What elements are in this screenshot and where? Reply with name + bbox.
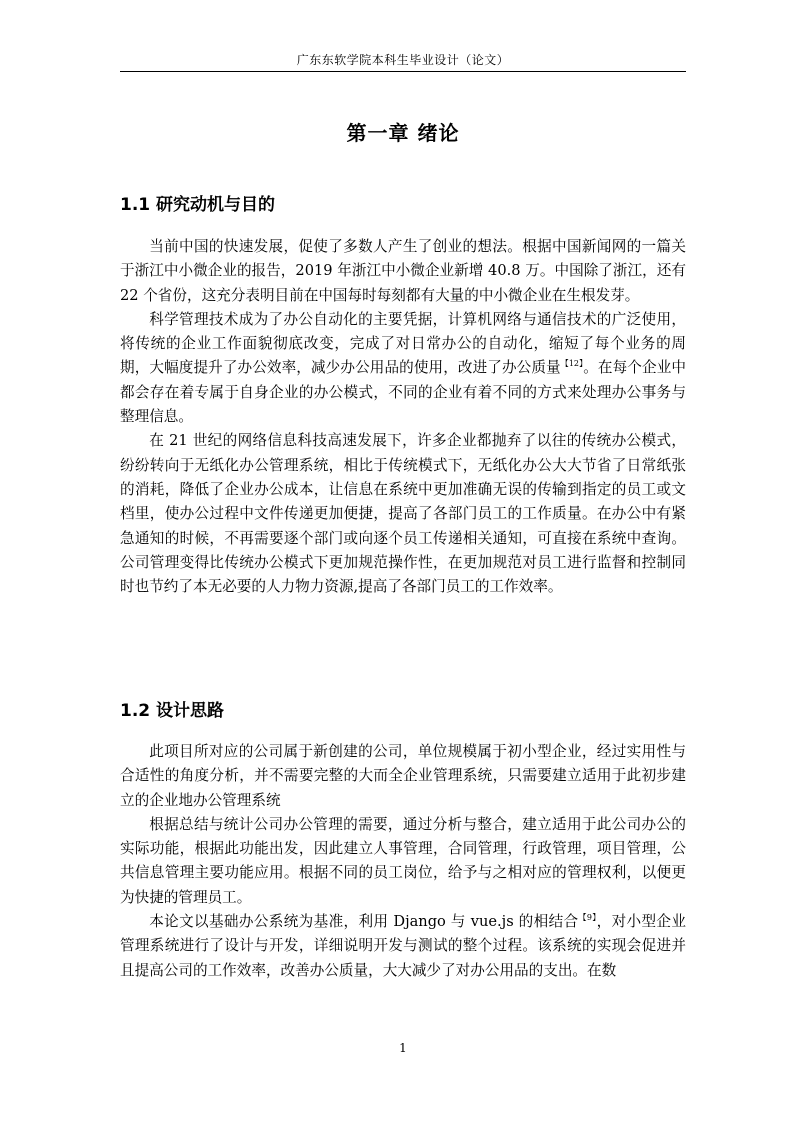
- citation-ref: 【12】: [560, 359, 584, 369]
- section-body-1-1: [120, 235, 686, 599]
- paragraph-text: 科学管理技术成为了办公自动化的主要凭据，计算机网络与通信技术的广泛使用，将传统的企业工作面貌彻底改变，完成了对日常办公的自动化，缩短了每个业务的周期，大幅度提升了办公效率，减少办公用品的使用，改进了办公质量: [120, 310, 686, 377]
- paragraph-text: 。在每个企业中都会存在着专属于自身企业的办公模式，不同的企业有着不同的方式来处理办公事务与整理信息。: [120, 359, 686, 426]
- paragraph-text: ，对小型企业管理系统进行了设计与开发，详细说明开发与测试的整个过程。该系统的实现会促进并且提高公司的工作效率，改善办公质量，大大减少了对办公用品的支出。在数: [120, 913, 686, 979]
- section-heading-1-2: 1.2 设计思路: [120, 701, 225, 721]
- citation-ref: 【9】: [578, 913, 597, 923]
- running-header: 广东东软学院本科生毕业设计（论文）: [296, 53, 510, 67]
- paragraph: [120, 308, 686, 429]
- paragraph: 当前中国的快速发展，促使了多数人产生了创业的想法。根据中国新闻网的一篇关于浙江中小微企业的报告，2019 年浙江中小微企业新增 40.8 万。中国除了浙江，还有 22 个省份，这充分表明目前在中国每时每刻都有大量的中小微企业在生根发芽。: [120, 238, 686, 304]
- paragraph: [120, 910, 686, 983]
- header-rule: [120, 71, 686, 72]
- chapter-title: 第一章 绪论: [346, 121, 460, 145]
- paragraph: 根据总结与统计公司办公管理的需要，通过分析与整合，建立适用于此公司办公的实际功能，根据此功能出发，因此建立人事管理，合同管理，行政管理，项目管理，公共信息管理主要功能应用。根据不同的员工岗位，给予与之相对应的管理权利，以便更为快捷的管理员工。: [120, 815, 686, 906]
- paragraph: 此项目所对应的公司属于新创建的公司，单位规模属于初小型企业，经过实用性与合适性的角度分析，并不需要完整的大而全企业管理系统，只需要建立适用于此初步建立的企业地办公管理系统: [120, 743, 686, 809]
- paragraph-text: 本论文以基础办公系统为基准，利用 Django 与 vue.js 的相结合: [149, 913, 579, 931]
- section-heading-1-1: 1.1 研究动机与目的: [120, 195, 276, 215]
- section-body-1-2: [120, 740, 686, 983]
- page-number: 1: [399, 1041, 407, 1055]
- paragraph: 在 21 世纪的网络信息科技高速发展下，许多企业都抛弃了以往的传统办公模式，纷纷转向于无纸化办公管理系统，相比于传统模式下，无纸化办公大大节省了日常纸张的消耗，降低了企业办公成本，让信息在系统中更加准确无误的传输到指定的员工或文档里，使办公过程中文件传递更加便捷，提高了各部门员工的工作质量。在办公中有紧急通知的时候，不再需要逐个部门或向逐个员工传递相关通知，可直接在系统中查询。公司管理变得比传统办公模式下更加规范操作性，在更加规范对员工进行监督和控制同时也节约了本无必要的人力物力资源,提高了各部门员工的工作效率。: [120, 432, 686, 596]
